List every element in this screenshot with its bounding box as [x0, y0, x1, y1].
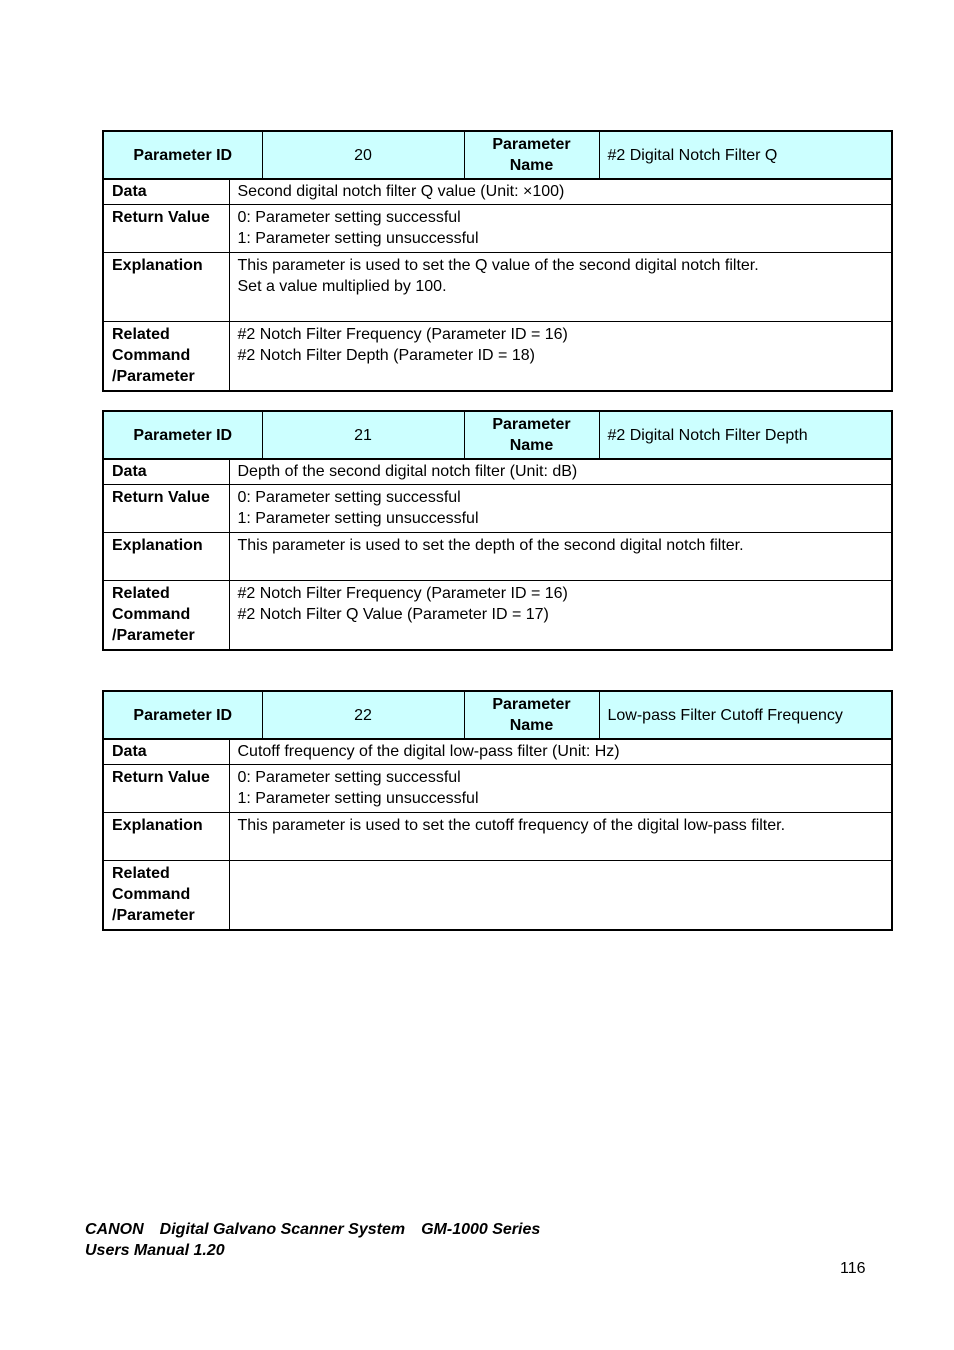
- related-label-line: /Parameter: [112, 627, 195, 644]
- page-number: 116: [840, 1260, 866, 1277]
- parameter-id-label: Parameter ID: [103, 691, 262, 739]
- footer-version: Users Manual 1.20: [85, 1242, 225, 1259]
- related-label-line: /Parameter: [112, 368, 195, 385]
- parameter-name-value: #2 Digital Notch Filter Q: [599, 131, 892, 179]
- parameter-table-20-body: [102, 178, 893, 392]
- explanation-line: This parameter is used to set the depth of the second digital notch filter.: [237, 537, 744, 554]
- parameter-name-value: #2 Digital Notch Filter Depth: [599, 411, 892, 459]
- return-value-line: 1: Parameter setting unsuccessful: [237, 510, 479, 527]
- parameter-id-value: 20: [262, 131, 464, 179]
- related-label-line: Command: [112, 606, 191, 623]
- parameter-table-21-body: [102, 458, 893, 651]
- parameter-table-21: [102, 410, 893, 460]
- explanation-label: Explanation: [103, 813, 229, 861]
- explanation-text: [229, 533, 892, 581]
- parameter-name-label: Parameter Name: [464, 131, 599, 179]
- return-value-text: [229, 205, 892, 253]
- parameter-table-20: [102, 130, 893, 180]
- data-value: Cutoff frequency of the digital low-pass filter (Unit: Hz): [229, 739, 892, 765]
- explanation-line: This parameter is used to set the cutoff frequency of the digital low-pass filter.: [237, 817, 786, 834]
- return-value-label: Return Value: [103, 765, 229, 813]
- explanation-text: [229, 813, 892, 861]
- related-text: [229, 581, 892, 651]
- return-value-text: [229, 485, 892, 533]
- data-label: Data: [103, 459, 229, 485]
- footer-title: CANON Digital Galvano Scanner System GM-1000 Series: [85, 1221, 541, 1238]
- return-value-line: 1: Parameter setting unsuccessful: [237, 790, 479, 807]
- related-label: [103, 322, 229, 392]
- return-value-line: 1: Parameter setting unsuccessful: [237, 230, 479, 247]
- parameter-table-22-body: [102, 738, 893, 931]
- return-value-line: 0: Parameter setting successful: [237, 209, 461, 226]
- parameter-id-label: Parameter ID: [103, 411, 262, 459]
- explanation-line: This parameter is used to set the Q value of the second digital notch filter.: [237, 257, 759, 274]
- data-label: Data: [103, 739, 229, 765]
- related-text: [229, 861, 892, 931]
- return-value-text: [229, 765, 892, 813]
- data-value: Second digital notch filter Q value (Unit: ×100): [229, 179, 892, 205]
- explanation-text: [229, 253, 892, 322]
- parameter-name-label: Parameter Name: [464, 691, 599, 739]
- return-value-line: 0: Parameter setting successful: [237, 769, 461, 786]
- related-label: [103, 581, 229, 651]
- parameter-id-value: 22: [262, 691, 464, 739]
- related-label-line: Related: [112, 865, 170, 882]
- data-label: Data: [103, 179, 229, 205]
- related-label-line: Related: [112, 585, 170, 602]
- parameter-name-label: Parameter Name: [464, 411, 599, 459]
- explanation-line: Set a value multiplied by 100.: [237, 278, 447, 295]
- parameter-id-label: Parameter ID: [103, 131, 262, 179]
- parameter-name-value: Low-pass Filter Cutoff Frequency: [599, 691, 892, 739]
- parameter-id-value: 21: [262, 411, 464, 459]
- related-label-line: Command: [112, 886, 191, 903]
- related-line: #2 Notch Filter Depth (Parameter ID = 18): [237, 347, 535, 364]
- related-label: [103, 861, 229, 931]
- return-value-line: 0: Parameter setting successful: [237, 489, 461, 506]
- return-value-label: Return Value: [103, 485, 229, 533]
- related-line: #2 Notch Filter Q Value (Parameter ID = 17): [237, 606, 549, 623]
- related-line: #2 Notch Filter Frequency (Parameter ID = 16): [237, 326, 568, 343]
- related-label-line: Related: [112, 326, 170, 343]
- related-text: [229, 322, 892, 392]
- data-value: Depth of the second digital notch filter (Unit: dB): [229, 459, 892, 485]
- related-label-line: /Parameter: [112, 907, 195, 924]
- related-label-line: Command: [112, 347, 191, 364]
- explanation-label: Explanation: [103, 253, 229, 322]
- return-value-label: Return Value: [103, 205, 229, 253]
- parameter-table-22: [102, 690, 893, 740]
- document-footer: [85, 1219, 540, 1261]
- explanation-label: Explanation: [103, 533, 229, 581]
- related-line: #2 Notch Filter Frequency (Parameter ID = 16): [237, 585, 568, 602]
